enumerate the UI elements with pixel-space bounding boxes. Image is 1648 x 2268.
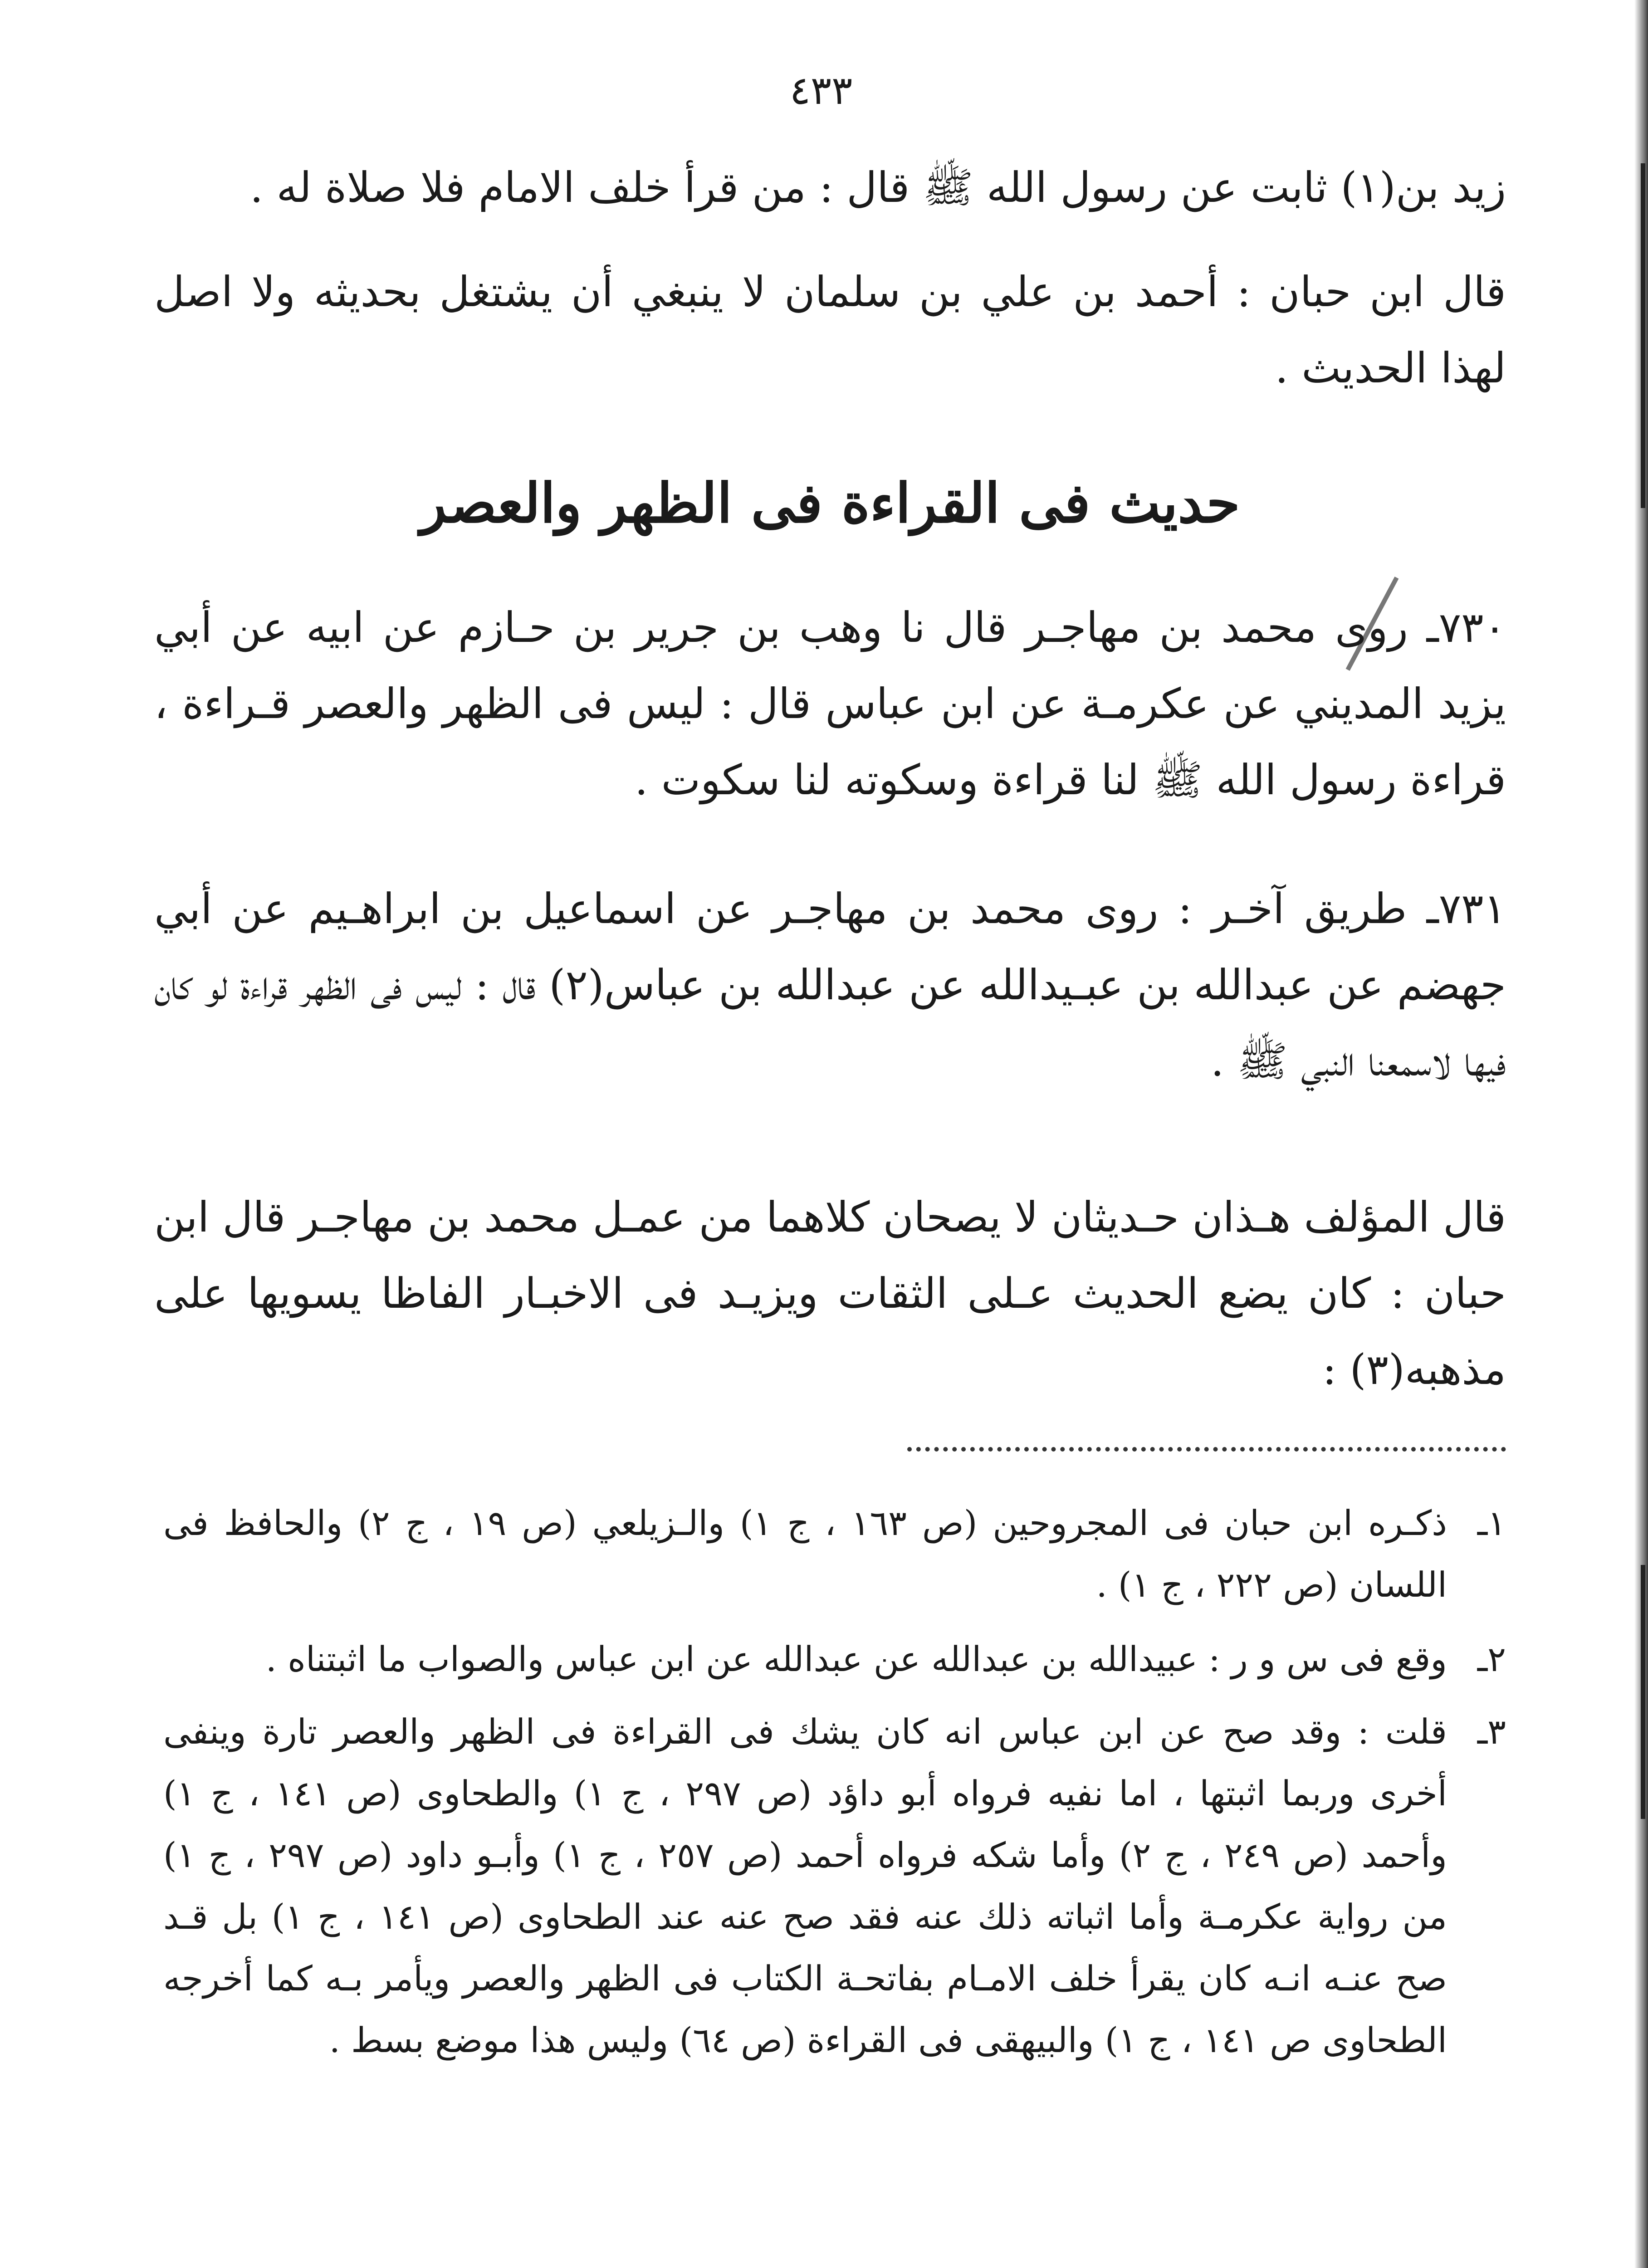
footnote-text: ذكـره ابن حبان فى المجروحين (ص ١٦٣ ، ج ١) والـزيلعي (ص ١٩ ، ج ٢) والحافظ فى اللسان (ص ٢٢٢ ، ج ١) .: [163, 1503, 1447, 1605]
paragraph-zaid-hadith: زيد بن(١) ثابت عن رسول الله ﷺ قال : من قرأ خلف الامام فلا صلاة له .: [249, 163, 1506, 212]
footnote-number: ٢ـ: [1477, 1639, 1506, 1679]
paragraph-ibn-hibban-note: قال ابن حبان : أحمد بن علي بن سلمان لا ينبغي أن يشتغل بحديثه ولا اصل لهذا الحديث .: [154, 268, 1506, 392]
footnote-separator: [907, 1447, 1506, 1452]
page-number: ٤٣٣: [789, 68, 853, 113]
footnote-1: [154, 1492, 1506, 1616]
scan-edge-mark-bottom: [1641, 1565, 1645, 1819]
hadith-731: ٧٣١ـ طريق آخـر : روى محمد بن مهاجـر عن اسماعيل بن ابراهـيم عن أبي جهضم عن عبدالله بن عبـيدالله عن عبدالله بن عباس(٢) قال : ليس فى الظهر قراءة لو كان فيها لاسمعنا النبي ﷺ .: [154, 885, 1506, 1085]
footnote-2: [154, 1628, 1506, 1690]
scan-edge-mark-top: [1641, 163, 1645, 508]
footnote-text: وقع فى س و ر : عبيدالله بن عبدالله عن عبدالله عن ابن عباس والصواب ما اثبتناه .: [265, 1639, 1447, 1679]
footnote-number: ١ـ: [1477, 1503, 1506, 1543]
hadith-730: ٧٣٠ـ روى محمد بن مهاجـر قال نا وهب بن جرير بن حـازم عن ابيه عن أبي يزيد المديني عن عكرمـة عن ابن عباس قال : ليس فى الظهر والعصر قـراءة ، قراءة رسول الله ﷺ لنا قراءة وسكوته لنا سكوت .: [154, 603, 1506, 804]
section-heading: حديث فى القراءة فى الظهر والعصر: [420, 471, 1240, 535]
footnote-3: [154, 1701, 1506, 2071]
author-commentary: قال المؤلف هـذان حـديثان لا يصحان كلاهما من عمـل محمد بن مهاجـر قال ابن حبان : كان يضع الحديث عـلى الثقات ويزيـد فى الاخبـار الفاظا يسويها على مذهبه(٣) :: [154, 1193, 1506, 1394]
footnote-text: قلت : وقد صح عن ابن عباس انه كان يشك فى القراءة فى الظهر والعصر تارة وينفى أخرى وربما اثبتها ، اما نفيه فرواه أبو داؤد (ص ٢٩٧ ، ج ١) والطحاوى (ص ١٤١ ، ج ١) وأحمد (ص ٢٤٩ ، ج ٢) وأما شكه فرواه أحمد (ص ٢٥٧ ، ج ١) وأبـو داود (ص ٢٩٧ ، ج ١) من رواية عكرمـة وأما اثباته ذلك عنه فقد صح عنه عند الطحاوى (ص ١٤١ ، ج ١) بل قـد صح عنـه انـه كان يقرأ خلف الامـام بفاتحـة الكتاب فى الظهر والعصر ويأمر بـه كما أخرجه الطحاوى ص ١٤١ ، ج ١) والبيهقى فى القراءة (ص ٦٤) وليس هذا موضع بسط .: [163, 1711, 1448, 2060]
footnote-number: ٣ـ: [1477, 1711, 1506, 1752]
